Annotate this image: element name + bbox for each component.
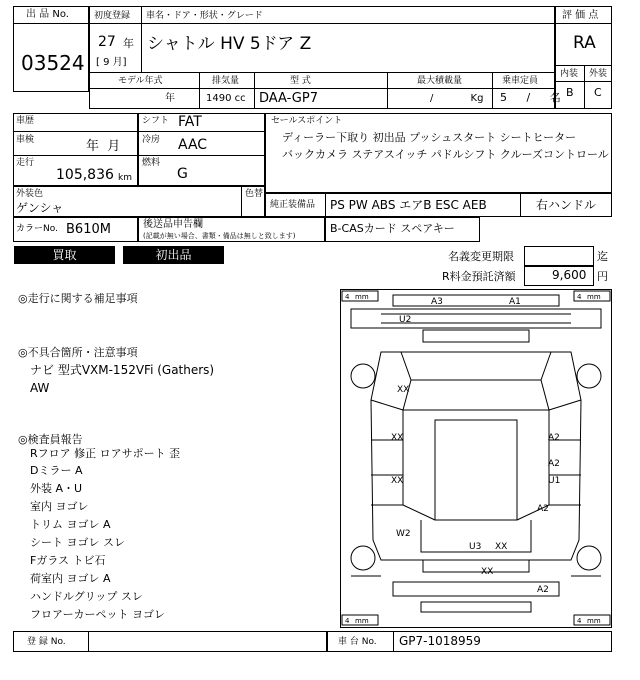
documents-label: 後送品申告欄: [143, 219, 203, 230]
rear-lip-outline: [423, 560, 529, 572]
inspector-item: ハンドルグリップ スレ: [30, 590, 143, 603]
inspector-item: 室内 ヨゴレ: [30, 500, 89, 513]
tire-rear-left-depth: 4: [345, 617, 350, 625]
registration-no-label: 登 録 No.: [27, 637, 66, 647]
tire-rear-right-depth: 4: [577, 617, 582, 625]
inspector-item: Dミラー A: [30, 464, 83, 477]
wheel-front-left: [351, 364, 375, 388]
inspector-item: 外装 A・U: [30, 482, 83, 495]
documents-value: B-CASカード スペアキー: [330, 222, 455, 235]
registration-year: 27: [98, 34, 116, 50]
documents-note: (記載が無い場合、書類・備品は無しと致します): [143, 232, 296, 240]
wheel-rear-right: [577, 546, 601, 570]
mileage: 105,836: [56, 167, 114, 183]
registration-year-unit: 年: [123, 37, 134, 50]
first-registration-label: 初度登録: [94, 11, 131, 21]
car-name: シャトル HV 5ドア Z: [147, 34, 312, 54]
sales-point-line-2: バックカメラ ステアスイッチ パドルシフト クルーズコントロール: [282, 148, 609, 161]
inspector-item: シート ヨゴレ スレ: [30, 536, 125, 549]
inspector-title: ◎検査員報告: [18, 433, 83, 446]
capacity: 5 / 名: [500, 91, 561, 104]
damage-left-front-xx: XX: [391, 433, 404, 443]
exterior-color-label: 外装色: [16, 189, 44, 199]
exterior-label: 外装: [589, 69, 608, 79]
sales-point-line-1: ディーラー下取り 初出品 プッシュスタート シートヒーター: [282, 131, 577, 144]
registration-month: [ 9 月]: [96, 57, 127, 68]
equipment-label: 純正装備品: [270, 200, 316, 210]
header-box: [89, 6, 555, 109]
chassis-no-label: 車 台 No.: [338, 637, 377, 647]
inspector-item: Rフロア 修正 ロアサポート 歪: [30, 447, 181, 460]
tire-unit: mm: [587, 617, 601, 625]
inspection-label: 車検: [16, 135, 35, 145]
damage-trunk-u3: U3: [469, 542, 482, 552]
tire-unit: mm: [355, 617, 369, 625]
buy-button[interactable]: 買取: [14, 246, 115, 264]
max-load-label: 最大積載量: [417, 76, 463, 86]
first-exhibit-button[interactable]: 初出品: [123, 246, 224, 264]
front-bumper-outline: [393, 295, 559, 306]
inspector-item: フロアーカーペット ヨゴレ: [30, 608, 165, 621]
defects-title: ◎不具合箇所・注意事項: [18, 346, 138, 359]
history-label: 車歴: [16, 116, 35, 126]
recycle-fee-unit: 円: [597, 270, 608, 283]
inspector-item: トリム ヨゴレ A: [30, 518, 111, 531]
lot-number-label: 出 品 No.: [26, 9, 69, 20]
inspection-value: 年 月: [86, 139, 121, 154]
lot-number: 03524: [21, 51, 85, 75]
defect-item: ナビ 型式VXM-152VFi (Gathers): [30, 363, 215, 377]
shift-label: シフト: [142, 116, 170, 126]
displacement-label: 排気量: [212, 76, 240, 86]
tire-unit: mm: [587, 293, 601, 301]
color-no: B610M: [66, 222, 111, 237]
equipment-list: PS PW ABS エアB ESC AEB: [330, 198, 487, 212]
car-diagram-frame: [340, 289, 612, 628]
damage-left-rear-xx: XX: [391, 476, 404, 486]
transfer-deadline-field: [524, 246, 594, 266]
damage-right-a2-rear: A2: [537, 504, 549, 514]
overall-grade: RA: [573, 33, 596, 53]
model-year-label: モデル年式: [118, 76, 163, 86]
tire-unit: mm: [355, 293, 369, 301]
model-type-label: 型 式: [290, 76, 311, 86]
damage-front-a3: A3: [431, 297, 443, 307]
front-grille-outline: [351, 309, 601, 328]
roof-outline: [435, 420, 517, 520]
mileage-unit: km: [118, 173, 132, 183]
sales-point-label: セールスポイント: [271, 116, 343, 126]
fuel-label: 燃料: [142, 158, 161, 168]
damage-left-w2: W2: [396, 529, 411, 539]
color-no-label: カラーNo.: [16, 224, 58, 234]
damage-right-a2-mid: A2: [548, 459, 560, 469]
interior-label: 内装: [560, 69, 579, 79]
car-name-label: 車名・ドア・形状・グレード: [146, 11, 263, 21]
damage-rear-a2: A2: [537, 585, 549, 595]
recycle-fee-label: R料金預託済額: [442, 270, 516, 283]
damage-front-a1: A1: [509, 297, 521, 307]
damage-right-a2-front: A2: [548, 433, 560, 443]
chassis-no: GP7-1018959: [399, 634, 481, 648]
inspector-item: Fガラス トビ石: [30, 554, 106, 567]
exterior-score: C: [594, 86, 602, 99]
interior-score: B: [566, 86, 574, 99]
tire-front-left-depth: 4: [345, 293, 350, 301]
driving-notes-title: ◎走行に関する補足事項: [18, 292, 138, 305]
max-load: / Kg: [430, 93, 484, 104]
front-lip-outline: [423, 330, 529, 342]
model-year-unit: 年: [165, 93, 175, 104]
damage-front-u2: U2: [399, 315, 412, 325]
car-condition-diagram: [341, 290, 611, 627]
transfer-deadline-unit: 迄: [597, 250, 608, 263]
defect-item: AW: [30, 381, 50, 395]
fuel: G: [177, 166, 188, 182]
grade-label: 評 価 点: [562, 10, 599, 21]
damage-rear-xx: XX: [481, 567, 494, 577]
displacement: 1490 cc: [206, 93, 246, 104]
wheel-rear-left: [351, 546, 375, 570]
aircon: AAC: [178, 137, 208, 153]
shift: FAT: [178, 114, 202, 130]
rear-bumper-outline: [393, 582, 559, 596]
model-type: DAA-GP7: [259, 91, 318, 106]
repaint-label: 色替: [245, 189, 264, 199]
tire-front-right-depth: 4: [577, 293, 582, 301]
transfer-deadline-label: 名義変更期限: [448, 250, 514, 263]
inspector-item: 荷室内 ヨゴレ A: [30, 572, 111, 585]
damage-right-u1: U1: [548, 476, 561, 486]
capacity-label: 乗車定員: [502, 76, 539, 86]
damage-trunk-xx: XX: [495, 542, 508, 552]
steering-side: 右ハンドル: [536, 198, 597, 212]
damage-hood-xx: XX: [397, 385, 410, 395]
mileage-label: 走行: [16, 158, 35, 168]
exterior-color: ゲンシャ: [16, 201, 64, 215]
recycle-fee-value: 9,600: [552, 268, 587, 282]
aircon-label: 冷房: [142, 135, 161, 145]
wheel-front-right: [577, 364, 601, 388]
